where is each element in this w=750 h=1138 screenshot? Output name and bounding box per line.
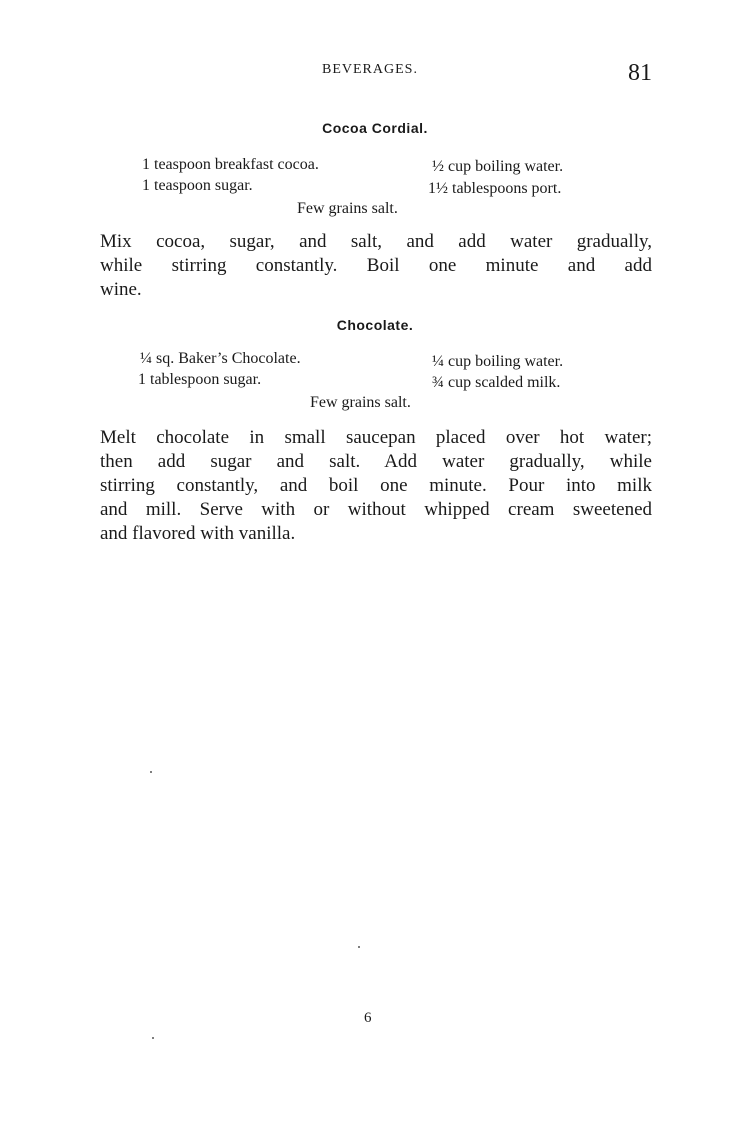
- ingredient: ½ cup boiling water.: [432, 158, 564, 175]
- text-line: Melt chocolate in small saucepan placed over hot water;: [100, 427, 652, 448]
- signature-mark: 6: [364, 1010, 372, 1026]
- recipe-title-chocolate: Chocolate.: [336, 317, 414, 333]
- recipe-directions: [100, 426, 652, 546]
- running-head: BEVERAGES.: [322, 62, 418, 77]
- ingredient: Few grains salt.: [310, 394, 411, 411]
- text-line: while stirring constantly. Boil one minute and add: [100, 255, 652, 276]
- ingredient: ¼ sq. Baker’s Chocolate.: [140, 350, 301, 367]
- ingredient: ¾ cup scalded milk.: [432, 374, 561, 391]
- text-line: stirring constantly, and boil one minute. Pour into milk: [100, 475, 652, 496]
- text-line: then add sugar and salt. Add water gradually, while: [100, 451, 652, 472]
- ingredient: 1½ tablespoons port.: [428, 180, 562, 197]
- ingredient: Few grains salt.: [297, 200, 398, 217]
- text-line: Mix cocoa, sugar, and salt, and add water gradually,: [100, 231, 652, 252]
- paper-speck: [150, 771, 152, 773]
- recipe-directions: [100, 230, 652, 302]
- text-line: and flavored with vanilla.: [100, 523, 296, 544]
- ingredient: ¼ cup boiling water.: [432, 353, 564, 370]
- ingredient: 1 tablespoon sugar.: [138, 371, 262, 388]
- page-number: 81: [628, 60, 652, 86]
- ingredient: 1 teaspoon breakfast cocoa.: [142, 156, 319, 173]
- recipe-title-cocoa-cordial: Cocoa Cordial.: [322, 120, 428, 136]
- text-line: and mill. Serve with or without whipped cream sweetened: [100, 499, 652, 520]
- paper-speck: [152, 1037, 154, 1039]
- text-line: wine.: [100, 279, 142, 300]
- ingredient: 1 teaspoon sugar.: [142, 177, 253, 194]
- paper-speck: [358, 946, 360, 948]
